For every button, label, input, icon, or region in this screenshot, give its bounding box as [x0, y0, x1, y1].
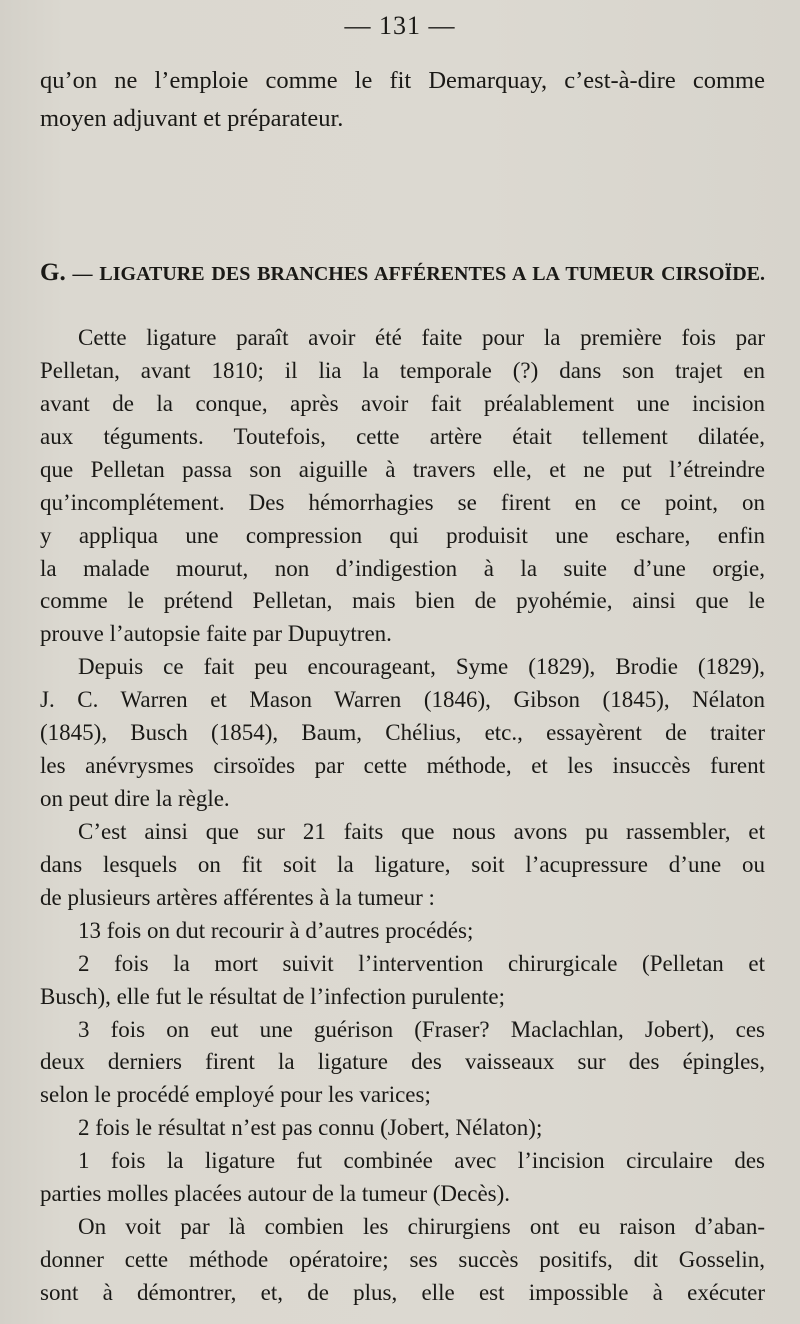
text-line: Depuis ce fait peu encourageant, Syme (1829), Brodie (1829), — [78, 654, 765, 679]
text-line: comme le prétend Pelletan, mais bien de pyohémie, ainsi que le — [40, 588, 765, 613]
text-line: la malade mourut, non d’indigestion à la suite d’une orgie, — [40, 556, 765, 581]
text-line: J. C. Warren et Mason Warren (1846), Gibson (1845), Nélaton — [40, 687, 765, 712]
section-title: — LIGATURE DES BRANCHES AFFÉRENTES A LA TUMEUR CIRSOÏDE. — [72, 263, 765, 285]
text-line: Busch), elle fut le résultat de l’infection purulente; — [40, 984, 505, 1009]
text-line: de plusieurs artères afférentes à la tumeur : — [40, 885, 435, 910]
text-line: On voit par là combien les chirurgiens ont eu raison d’aban- — [78, 1214, 765, 1239]
text-line: Cette ligature paraît avoir été faite pour la première fois par — [78, 325, 765, 350]
text-line: sont à démontrer, et, de plus, elle est impossible à exécuter — [40, 1280, 765, 1305]
text-line: moyen adjuvant et préparateur. — [40, 105, 344, 132]
text-line: 2 fois le résultat n’est pas connu (Jobert, Nélaton); — [78, 1115, 543, 1140]
text-line: deux derniers firent la ligature des vaisseaux sur des épingles, — [40, 1049, 765, 1074]
page-number: — 131 — — [344, 11, 456, 40]
text-line: 3 fois on eut une guérison (Fraser? Maclachlan, Jobert), ces — [78, 1017, 765, 1042]
text-line: Pelletan, avant 1810; il lia la temporale (?) dans son trajet en — [40, 358, 765, 383]
text-line: 13 fois on dut recourir à d’autres procédés; — [78, 918, 474, 943]
text-line: (1845), Busch (1854), Baum, Chélius, etc., essayèrent de traiter — [40, 720, 765, 745]
text-line: qu’on ne l’emploie comme le fit Demarquay, c’est-à-dire comme — [40, 67, 765, 94]
section-heading — [40, 254, 765, 293]
text-line: prouve l’autopsie faite par Dupuytren. — [40, 621, 392, 646]
text-line: aux téguments. Toutefois, cette artère était tellement dilatée, — [40, 424, 765, 449]
text-line: les anévrysmes cirsoïdes par cette méthode, et les insuccès furent — [40, 753, 765, 778]
text-line: selon le procédé employé pour les varices; — [40, 1082, 431, 1107]
text-line: C’est ainsi que sur 21 faits que nous avons pu rassembler, et — [78, 819, 765, 844]
text-line: dans lesquels on fit soit la ligature, soit l’acupressure d’une ou — [40, 852, 765, 877]
text-line: on peut dire la règle. — [40, 786, 230, 811]
section-letter: G. — [40, 259, 66, 286]
text-line: parties molles placées autour de la tumeur (Decès). — [40, 1181, 511, 1206]
text-line: qu’incomplétement. Des hémorrhagies se firent en ce point, on — [40, 490, 765, 515]
text-line: donner cette méthode opératoire; ses succès positifs, dit Gosselin, — [40, 1247, 765, 1272]
text-line: y appliqua une compression qui produisit une eschare, enfin — [40, 523, 765, 548]
text-line: que Pelletan passa son aiguille à travers elle, et ne put l’étreindre — [40, 457, 765, 482]
text-line: 2 fois la mort suivit l’intervention chirurgicale (Pelletan et — [78, 951, 765, 976]
text-line: 1 fois la ligature fut combinée avec l’incision circulaire des — [78, 1148, 765, 1173]
text-line: avant de la conque, après avoir fait préalablement une incision — [40, 391, 765, 416]
